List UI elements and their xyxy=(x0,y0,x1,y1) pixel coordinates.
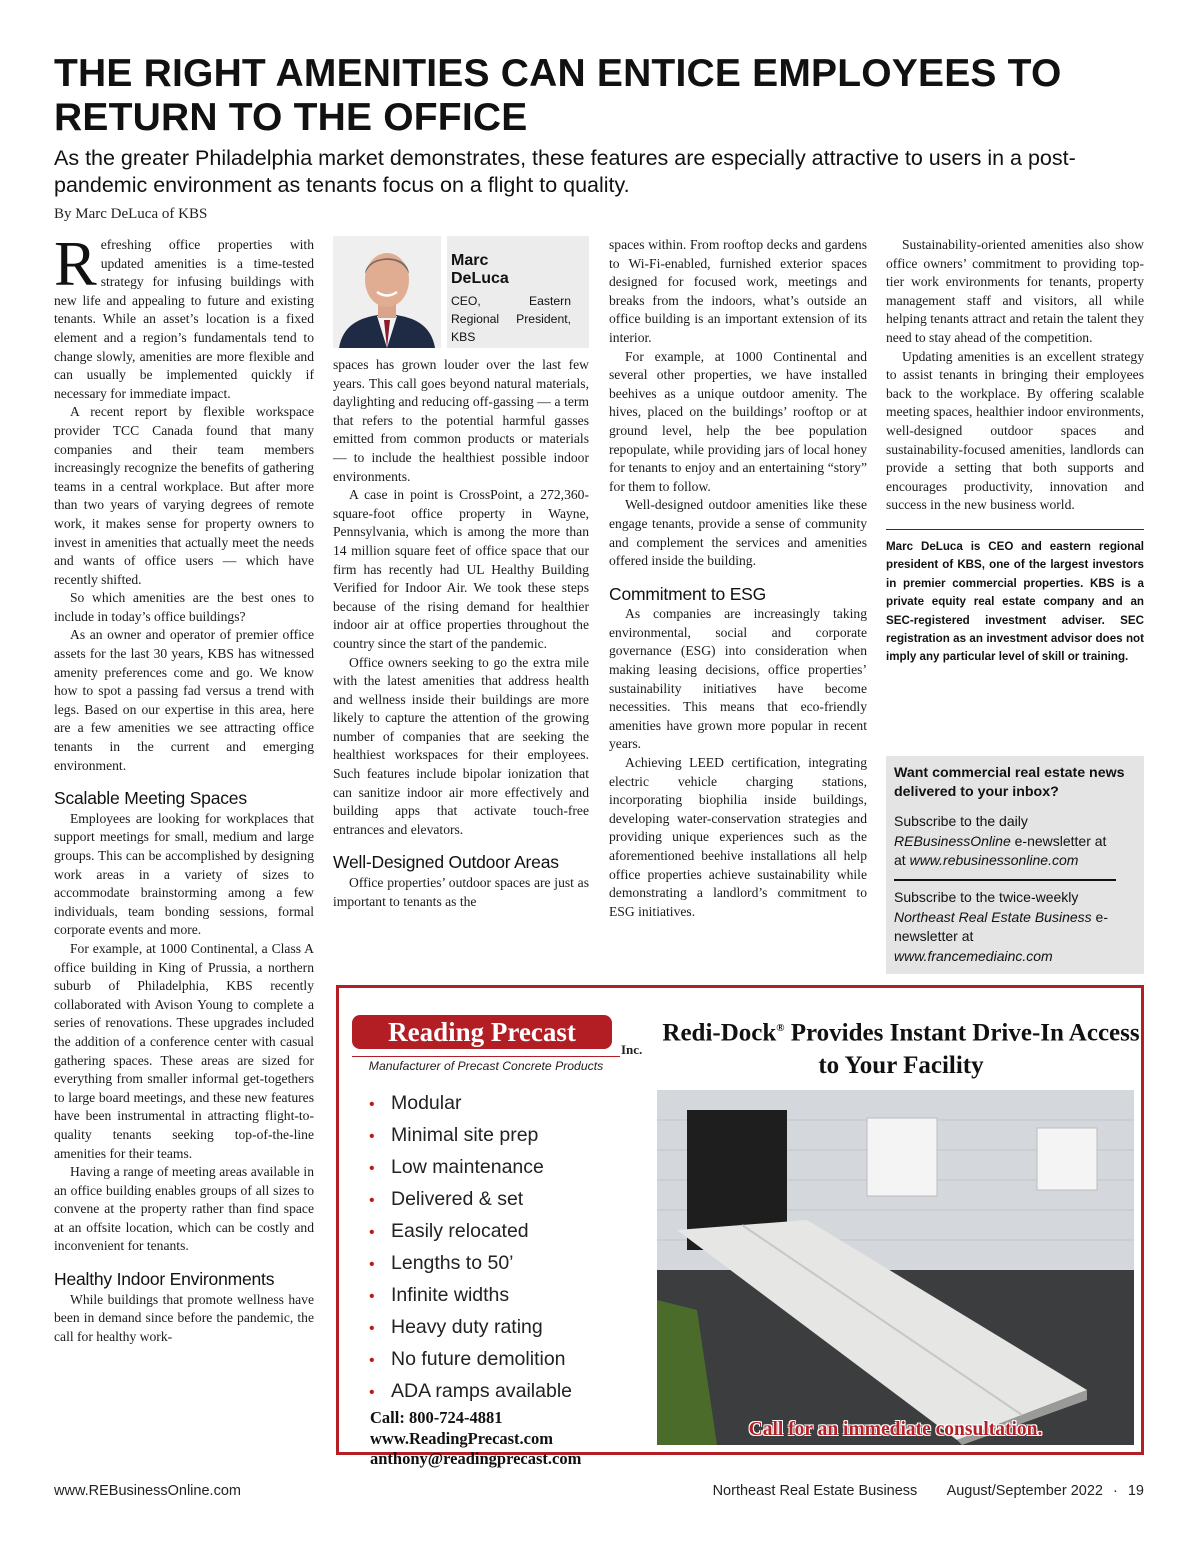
bullet-icon: • xyxy=(369,1224,375,1241)
paragraph: Employees are looking for workplaces that support meetings for small, medium and large groups. This can be accomplished by designing work areas in a variety of sizes to accommodate brainstorming among a few individuals, team bonding sessions, formal corporate events and more. xyxy=(54,810,314,938)
bullet-icon: • xyxy=(369,1384,375,1401)
paragraph: For example, at 1000 Continental, a Class A office building in King of Prussia, a northern suburb of Philadelphia, KBS recently collaborated with Avison Young to complete a series of renovations. These upgrades included the addition of a conference center with casual gathering spaces. These areas are sized for everything from smaller informal get-togethers to large board meetings, and these new features have been instrumental in attracting flight-to-quality tenants seeking top-of-the-line amenities for their teams. xyxy=(54,940,314,1161)
paragraph: While buildings that promote wellness have been in demand since before the pandemic, the call for healthy work- xyxy=(54,1291,314,1344)
footer-publication-info: Northeast Real Estate Business August/September 2022 · 19 xyxy=(712,1483,1144,1499)
article-headline: THE RIGHT AMENITIES CAN ENTICE EMPLOYEES TO RETURN TO THE OFFICE xyxy=(54,52,1062,139)
footer-issue: August/September 2022 xyxy=(946,1483,1103,1499)
promo-daily-link[interactable]: www.rebusinessonline.com xyxy=(909,852,1079,868)
feature-item: • Low maintenance xyxy=(369,1152,572,1184)
author-title: CEO, Eastern Regional President, KBS xyxy=(451,294,571,344)
bullet-icon: • xyxy=(369,1256,375,1273)
reading-precast-logo: Reading Precast xyxy=(352,1015,612,1049)
newsletter-promo-box xyxy=(886,756,1144,974)
footer-publication: Northeast Real Estate Business xyxy=(712,1483,918,1499)
loading-dock-photo xyxy=(657,1090,1134,1445)
feature-item: • ADA ramps available xyxy=(369,1376,572,1408)
footer-website[interactable]: www.REBusinessOnline.com xyxy=(54,1483,241,1499)
ad-email-link[interactable]: anthony@readingprecast.com xyxy=(370,1449,582,1468)
paragraph: Office properties’ outdoor spaces are just as important to tenants as the xyxy=(333,875,589,909)
promo-divider xyxy=(894,879,1116,881)
feature-item: • Modular xyxy=(369,1088,572,1120)
promo-question: Want commercial real estate news delivered to your inbox? xyxy=(894,765,1125,800)
feature-item: • Heavy duty rating xyxy=(369,1312,572,1344)
ad-cta: Call for an immediate consultation. xyxy=(748,1419,1043,1440)
section-heading-indoor-environments: Healthy Indoor Environments xyxy=(54,1269,275,1290)
author-box xyxy=(333,236,589,350)
promo-weekly: Subscribe to the twice-weekly Northeast Real Estate Business e-newsletter at www.francemediainc.com xyxy=(894,889,1108,964)
paragraph: For example, at 1000 Continental and several other properties, we have installed beehives as a unique outdoor amenity. The hives, placed on the buildings’ rooftop or at ground level, help the bee population repopulate, while providing jars of local honey for tenants to enjoy and an entertaining “story” for them to follow. xyxy=(609,348,867,494)
paragraph: Sustainability-oriented amenities also show office owners’ commitment to providing top-tier work environments for tenants, property management staff and visitors, all while helping tenants attract and retain the talent they need to stay ahead of the competition. xyxy=(886,237,1144,345)
bullet-icon: • xyxy=(369,1352,375,1369)
bullet-icon: • xyxy=(369,1096,375,1113)
feature-item: • Delivered & set xyxy=(369,1184,572,1216)
paragraph: Updating amenities is an excellent strategy to assist tenants in bringing their employees back to the workplace. By offering scalable meeting spaces, healthier indoor environments, well-designed outdoor spaces and sustainability-focused amenities, landlords can provide a setting that both supports and encourages productivity, innovation and success in the new business world. xyxy=(886,348,1144,513)
article-column-3 xyxy=(609,236,867,921)
bullet-icon: • xyxy=(369,1320,375,1337)
bullet-icon: • xyxy=(369,1128,375,1145)
bullet-icon: • xyxy=(369,1288,375,1305)
article-deck: As the greater Philadelphia market demonstrates, these features are especially attractive to users in a post-pandemic environment as tenants focus on a flight to quality. xyxy=(54,146,1076,197)
article-column-4 xyxy=(886,236,1144,667)
paragraph: A recent report by flexible workspace provider TCC Canada found that many companies and their team members increasingly recognize the benefits of gathering teams in a central workplace. But after more than two years of varying degrees of remote work, it makes sense for property owners to invest in amenities that actually meet the needs and wants of office users — which have recently shifted. xyxy=(54,404,314,587)
paragraph: So which amenities are the best ones to include in today’s office buildings? xyxy=(54,590,314,624)
author-photo xyxy=(333,236,441,348)
promo-weekly-link[interactable]: www.francemediainc.com xyxy=(894,947,1053,964)
paragraph: spaces has grown louder over the last few years. This call goes beyond natural materials, daylighting and reducing off-gassing — a term that refers to the potential harmful gasses emitted from common products or materials — to include the healthiest possible indoor environments. xyxy=(333,357,589,484)
drop-cap: R xyxy=(54,228,97,299)
paragraph: Achieving LEED certification, integrating electric vehicle charging stations, incorporating biophilia inside buildings, developing water-conservation strategies and providing unique experiences such as the aforementioned beehive installations all help office properties achieve sustainability while demonstrating a landlord’s commitment to ESG initiatives. xyxy=(609,755,867,919)
paragraph: A case in point is CrossPoint, a 272,360-square-foot office property in Wayne, Pennsylvania, which is among the more than 14 million square feet of office space that our firm has recently had UL Healthy Building Verified for Indoor Air. We took these steps because of the rising demand for healthier indoor air at office properties throughout the country since the start of the pandemic. xyxy=(333,487,589,651)
feature-item: • Minimal site prep xyxy=(369,1120,572,1152)
feature-item: • Lengths to 50’ xyxy=(369,1248,572,1280)
paragraph: Having a range of meeting areas available in an office building enables groups of all sizes to convene at the property rather than find space at an offsite location, which can be costly and inconvenient for tenants. xyxy=(54,1164,314,1254)
logo-inc: Inc. xyxy=(621,1042,643,1057)
article-column-2 xyxy=(333,236,589,911)
byline: By Marc DeLuca of KBS xyxy=(54,206,208,222)
paragraph: As an owner and operator of premier office assets for the last 30 years, KBS has witnessed amenity preferences come and go. We know how to spot a passing fad versus a trend with legs. Based on our expertise in this area, here are a few amenities we see attracting office tenants in the current and emerging environment. xyxy=(54,627,314,773)
author-name: Marc DeLuca xyxy=(451,252,509,287)
paragraph: spaces within. From rooftop decks and gardens to Wi-Fi-enabled, furnished exterior spaces designed for focused work, meetings and breaks from the indoors, what’s outside an office building is an important extension of its interior. xyxy=(609,237,867,345)
ad-phone[interactable]: Call: 800-724-4881 xyxy=(370,1408,503,1427)
bullet-icon: • xyxy=(369,1192,375,1209)
feature-item: • Easily relocated xyxy=(369,1216,572,1248)
reading-precast-ad[interactable] xyxy=(336,985,1144,1468)
feature-list xyxy=(369,1088,572,1408)
author-bio: Marc DeLuca is CEO and eastern regional president of KBS, one of the largest investors in premier commercial properties. KBS is a private equity real estate company and an SEC-registered investment adviser. SEC registration as an investment advisor does not imply any particular level of skill or training. xyxy=(886,529,1144,667)
paragraph: Office owners seeking to go the extra mile with the latest amenities that address health and wellness inside their buildings are more likely to capture the attention of the growing number of companies that are seeking the healthiest workspaces for their employees. Such features include bipolar ionization that can sanitize indoor air more effectively and building apps that activate touch-free entrances and elevators. xyxy=(333,654,589,837)
paragraph: Well-designed outdoor amenities like these engage tenants, provide a sense of community and complement the services and amenities offered inside the building. xyxy=(609,497,867,569)
ad-contact xyxy=(370,1408,581,1470)
promo-daily: Subscribe to the daily REBusinessOnline e-newsletter at at www.rebusinessonline.com xyxy=(894,813,1107,868)
bullet-icon: • xyxy=(369,1160,375,1177)
section-heading-meeting-spaces: Scalable Meeting Spaces xyxy=(54,788,247,809)
author-info xyxy=(447,236,589,348)
feature-item: • Infinite widths xyxy=(369,1280,572,1312)
ad-headline: Redi-Dock® Provides Instant Drive-In Access to Your Facility xyxy=(662,1019,1140,1080)
paragraph: As companies are increasingly taking environmental, social and corporate governance (ESG) into consideration when making leasing decisions, office properties’ sustainability initiatives have become necessities. This means that eco-friendly amenities have grown more popular in recent years. xyxy=(609,606,867,752)
ad-website-link[interactable]: www.ReadingPrecast.com xyxy=(370,1428,553,1448)
article-column-1 xyxy=(54,228,314,1346)
logo-tagline: Manufacturer of Precast Concrete Products xyxy=(352,1056,620,1073)
feature-item: • No future demolition xyxy=(369,1344,572,1376)
page-number: 19 xyxy=(1127,1483,1144,1499)
section-heading-outdoor-areas: Well-Designed Outdoor Areas xyxy=(333,852,559,873)
paragraph: Refreshing office properties with updated amenities is a time-tested strategy for infusing buildings with new life and appealing to future and existing tenants. While an asset’s location is a fixed element and a region’s fundamentals tend to change slowly, amenities are more flexible and can usually be implemented quickly if necessary for immediate impact. xyxy=(54,228,314,401)
section-heading-esg: Commitment to ESG xyxy=(609,583,767,604)
